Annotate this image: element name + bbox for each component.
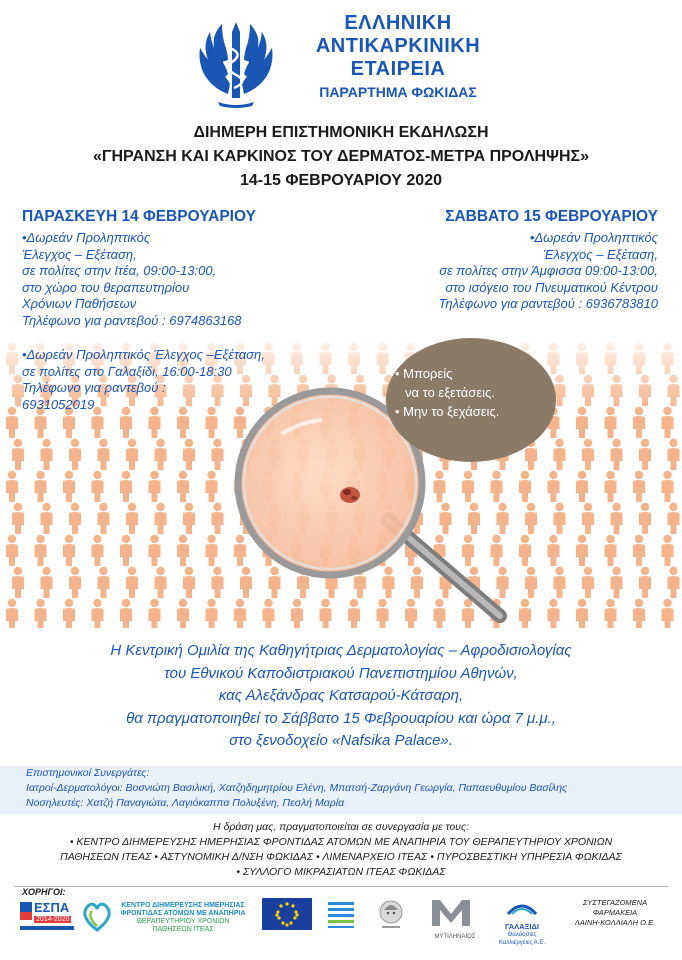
- saturday-line-0: •Δωρεάν Προληπτικός: [529, 230, 658, 245]
- mytilineos-m-icon: [426, 896, 476, 928]
- partners-line-1: • ΚΕΝΤΡΟ ΔΙΗΜΕΡΕΥΣΗΣ ΗΜΕΡΗΣΙΑΣ ΦΡΟΝΤΙΔΑΣ ΑΤΟΜΩΝ ΜΕ ΑΝΑΠΗΡΙΑ ΤΟΥ ΘΕΡΑΠΕΥΤΗΡΙΟΥ ΧΡΟΝΙΩΝ: [69, 836, 613, 848]
- friday-heading: ΠΑΡΑΣΚΕΥΗ 14 ΦΕΒΡΟΥΑΡΙΟΥ: [22, 208, 256, 225]
- mytilineos-logo: [426, 896, 484, 940]
- bubble-line-2: να το εξετάσεις.: [405, 385, 495, 400]
- friday-b2-line-3: 6931052019: [22, 396, 95, 412]
- saturday-line-1: Έλεγχος – Εξέταση,: [543, 246, 658, 262]
- org-name-line3: ΕΤΑΙΡΕΙΑ: [350, 58, 446, 80]
- pharm-line-2: ΦΑΡΜΑΚΕΙΑ: [592, 908, 638, 917]
- eu-flag-logo: [262, 896, 316, 940]
- friday-b1-line-3: στο χώρο του θεραπευτηρίου: [22, 279, 190, 295]
- heart-hands-icon: [80, 900, 114, 932]
- friday-b1-line-0: •Δωρεάν Προληπτικός: [22, 230, 151, 245]
- kdhf-line-2: ΦΡΟΝΤΙΔΑΣ ΑΤΟΜΩΝ ΜΕ ΑΝΑΠΗΡΙΑ: [120, 910, 246, 917]
- mytilineos-text: ΜΥΤΙΛΗΝΑΙΟΣ: [434, 934, 476, 940]
- saturday-line-3: στο ισόγειο του Πνευματικού Κέντρου: [445, 279, 658, 295]
- org-name-line2: ΑΝΤΙΚΑΡΚΙΝΙΚΗ: [315, 35, 481, 57]
- partners-line-2: ΠΑΘΗΣΕΩΝ ΙΤΕΑΣ • ΑΣΤΥΝΟΜΙΚΗ Δ/ΝΣΗ ΦΩΚΙΔΑΣ • ΛΙΜΕΝΑΡΧΕΙΟ ΙΤΕΑΣ • ΠΥΡΟΣΒΕΣΤΙΚΗ ΥΠΗΡΕΣΙΑ ΦΩΚΙΔΑΣ: [60, 851, 622, 863]
- galaxidi-text: ΓΑΛΑΞΙΔΙ: [505, 922, 539, 931]
- saturday-line-4: Τηλέφωνο για ραντεβού : 6936783810: [438, 296, 658, 311]
- galaxidi-logo: [494, 896, 550, 946]
- lecture-line-1: του Εθνικού Καποδιστριακού Πανεπιστημίου Αθηνών,: [164, 664, 518, 682]
- friday-b2-line-1: σε πολίτες στο Γαλαξίδι, 16:00-18:30: [22, 363, 232, 379]
- espa-years: 2014-2020: [36, 916, 70, 923]
- sponsors-divider: [14, 886, 668, 887]
- collab-line-2: Νοσηλευτές: Χατζή Παναγιώτα, Λαγιόκαππα Πολυξένη, Πεσλή Μαρία: [26, 797, 345, 809]
- lecture-line-2: κας Αλεξάνδρας Κατσαρού-Κάτσαρη,: [218, 687, 464, 704]
- greek-municipality-logo: [372, 896, 412, 940]
- skin-mole-icon: [340, 487, 360, 503]
- galaxidi-sub2: Καλλιέργειες Α.Ε.: [498, 940, 546, 946]
- collab-line-1: Ιατροί-Δερματολόγοι: Βοσνιώτη Βασιλική, Χατζηδημητρίου Ελένη, Μπατσή-Ζαργάνη Γεωργία, Παπαευθυμίου Βασίλης: [26, 782, 568, 794]
- espa-logo: [20, 896, 76, 940]
- lecture-line-4: στο ξενοδοχείο «Nafsika Palace».: [229, 732, 453, 749]
- saturday-screening-amfissa: [438, 230, 658, 313]
- friday-b2-line-2: Τηλέφωνο για ραντεβού :: [22, 380, 166, 395]
- saturday-line-2: σε πολίτες στην Άμφισσα 09:00-13:00,: [439, 263, 658, 278]
- scientific-collaborators: [26, 766, 666, 811]
- event-title: «ΓΗΡΑΝΣΗ ΚΑΙ ΚΑΡΚΙΝΟΣ ΤΟΥ ΔΕΡΜΑΤΟΣ-ΜΕΤΡΑ ΠΡΟΛΗΨΗΣ»: [92, 148, 590, 165]
- kdhf-logo: [80, 896, 250, 940]
- partner-organizations: [0, 820, 682, 880]
- eu-flag-icon: [262, 896, 312, 932]
- org-branch: ΠΑΡΑΡΤΗΜΑ ΦΩΚΙΔΑΣ: [319, 84, 477, 100]
- espa-text: ΕΣΠΑ: [34, 900, 70, 915]
- pharm-line-3: ΛΑΙΝΗ-ΚΟΛΛΙΑΛΗ Ο.Ε.: [574, 918, 656, 927]
- bubble-line-3: • Μην το ξεχάσεις.: [395, 404, 500, 419]
- region-logo: [322, 896, 362, 940]
- head-statue-icon: [372, 896, 410, 934]
- event-dates: 14-15 ΦΕΒΡΟΥΑΡΙΟΥ 2020: [240, 172, 442, 189]
- lecture-line-3: θα πραγματοποιηθεί το Σάββατο 15 Φεβρουαρίου και ώρα 7 μ.μ.,: [126, 709, 556, 727]
- sponsors-label: ΧΟΡΗΓΟΙ:: [22, 887, 66, 897]
- partners-line-3: • ΣΥΛΛΟΓΟ ΜΙΚΡΑΣΙΑΤΩΝ ΙΤΕΑΣ ΦΩΚΙΔΑΣ: [236, 866, 446, 878]
- keynote-lecture: [0, 640, 682, 753]
- event-type: ΔΙΗΜΕΡΗ ΕΠΙΣΤΗΜΟΝΙΚΗ ΕΚΔΗΛΩΣΗ: [193, 124, 489, 141]
- fish-wave-icon: [494, 896, 550, 918]
- society-emblem-icon: [188, 18, 284, 110]
- galaxidi-sub1: Θαλάσσιες: [507, 932, 537, 938]
- friday-b1-line-5: Τηλέφωνο για ραντεβού : 6974863168: [22, 312, 242, 328]
- partners-line-0: Η δράση μας, πραγματοποιείται σε συνεργασία με τους:: [213, 821, 469, 833]
- pharm-line-1: ΣΥΣΤΕΓΑΖΟΜΕΝΑ: [582, 898, 648, 907]
- kdhf-line-3: ΘΕΡΑΠΕΥΤΗΡΙΟΥ ΧΡΟΝΙΩΝ ΠΑΘΗΣΕΩΝ ΙΤΕΑΣ: [136, 918, 230, 933]
- bubble-line-1: • Μπορείς: [395, 366, 453, 381]
- friday-b2-line-0: •Δωρεάν Προληπτικός Έλεγχος –Εξέταση,: [22, 347, 265, 362]
- pharmacies-sponsor: [560, 898, 670, 928]
- stripes-emblem-icon: [322, 896, 360, 932]
- lecture-line-0: Η Κεντρική Ομιλία της Καθηγήτριας Δερματολογίας – Αφροδισιολογίας: [110, 642, 572, 659]
- friday-b1-line-4: Χρόνιων Παθήσεων: [22, 296, 137, 311]
- saturday-heading: ΣΑΒΒΑΤΟ 15 ΦΕΒΡΟΥΑΡΙΟΥ: [445, 208, 658, 225]
- friday-screening-galaxidi: [22, 347, 265, 413]
- kdhf-line-1: ΚΕΝΤΡΟ ΔΙΗΜΕΡΕΥΣΗΣ ΗΜΕΡΗΣΙΑΣ: [121, 902, 245, 909]
- collab-line-0: Επιστημονικοί Συνεργάτες:: [26, 767, 150, 779]
- org-name-line1: ΕΛΛΗΝΙΚΗ: [344, 12, 452, 34]
- friday-b1-line-2: σε πολίτες στην Ιτέα, 09:00-13:00,: [22, 263, 217, 278]
- message-bubble-text: [395, 364, 545, 421]
- friday-screening-itea: [22, 230, 242, 329]
- friday-b1-line-1: Έλεγχος – Εξέταση,: [22, 246, 137, 262]
